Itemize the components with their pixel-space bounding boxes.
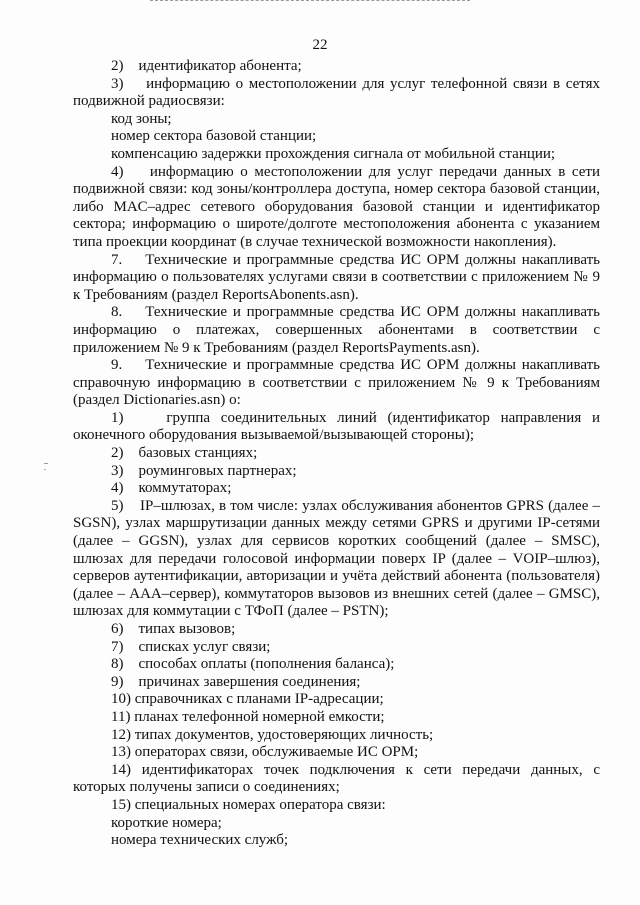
- dict-item-4: 4) коммутаторах;: [111, 480, 232, 497]
- dict-item-11: 11) планах телефонной номерной емкости;: [111, 708, 385, 725]
- section-7: 7. Технические и программные средства ИС ОРМ должны накапливать информацию о пользователях услугами связи в соответствии с приложением № 9 к Требованиям (раздел ReportsAbonents.asn).: [73, 251, 600, 303]
- page-number: 22: [312, 37, 328, 53]
- dict-item-3: 3) роуминговых партнерах;: [111, 462, 297, 479]
- dict-item-12: 12) типах документов, удостоверяющих личность;: [111, 726, 434, 743]
- section-8: 8. Технические и программные средства ИС ОРМ должны накапливать информацию о платежах, совершенных абонентами в соответствии с приложением № 9 к Требованиям (раздел ReportsPayments.asn).: [73, 304, 600, 356]
- list-item-2: 2) идентификатор абонента;: [111, 58, 302, 74]
- document-body: [73, 58, 600, 850]
- sub-item-tech-service-numbers: номера технических служб;: [111, 832, 289, 849]
- dict-item-8: 8) способах оплаты (пополнения баланса);: [111, 656, 395, 673]
- dict-item-13: 13) операторах связи, обслуживаемые ИС ОРМ;: [111, 744, 419, 761]
- dict-item-7: 7) списках услуг связи;: [111, 638, 271, 655]
- scan-top-edge: [150, 0, 470, 3]
- list-item-4: 4) информацию о местоположении для услуг передачи данных в сети подвижной связи: код зоны/контроллера доступа, номер сектора базовой станции, либо MAC–адрес сетевого оборудования базовой станции и идентификатор сектора; информацию о широте/долготе местоположения абонента с указанием типа проекции координат (в случае технической возможности накопления).: [73, 163, 600, 250]
- dict-item-10: 10) справочниках с планами IP-адресации;: [111, 691, 384, 708]
- sub-item-short-numbers: короткие номера;: [111, 814, 222, 831]
- dict-item-5: 5) IP–шлюзах, в том числе: узлах обслуживания абонентов GPRS (далее – SGSN), узлах маршрутизации данных между сетями GPRS и другими IP-сетями (далее – GGSN), узлах для сервисов коротких сообщений (далее – SMSC), шлюзах для передачи голосовой информации поверх IP (далее – VOIP–шлюз), серверов аутентификации, авторизации и учёта действий абонента (пользователя) (далее – AAA–сервер), коммутаторов вызовов из внешних сетей (далее – GMSC), шлюзах для коммутации с ТФоП (далее – PSTN);: [73, 497, 600, 620]
- dict-item-1: 1) группа соединительных линий (идентификатор направления и оконечного оборудования вызываемой/вызывающей стороны);: [73, 409, 600, 444]
- list-item-3: 3) информацию о местоположении для услуг телефонной связи в сетях подвижной радиосвязи:: [73, 75, 600, 110]
- scan-speck: [44, 463, 48, 464]
- scan-speck: [44, 469, 46, 470]
- dict-item-2: 2) базовых станциях;: [111, 445, 258, 462]
- dict-item-6: 6) типах вызовов;: [111, 621, 236, 637]
- sub-item-delay-compensation: компенсацию задержки прохождения сигнала от мобильной станции;: [111, 145, 556, 162]
- dict-item-15: 15) специальных номерах оператора связи:: [111, 796, 386, 813]
- section-9: 9. Технические и программные средства ИС ОРМ должны накапливать справочную информацию в соответствии с приложением № 9 к Требованиям (раздел Dictionaries.asn) о:: [73, 357, 600, 409]
- dict-item-9: 9) причинах завершения соединения;: [111, 673, 361, 690]
- sub-item-zone-code: код зоны;: [111, 110, 172, 127]
- dict-item-14: 14) идентификаторах точек подключения к сети передачи данных, с которых получены записи о соединениях;: [73, 761, 600, 796]
- sub-item-sector-number: номер сектора базовой станции;: [111, 128, 317, 145]
